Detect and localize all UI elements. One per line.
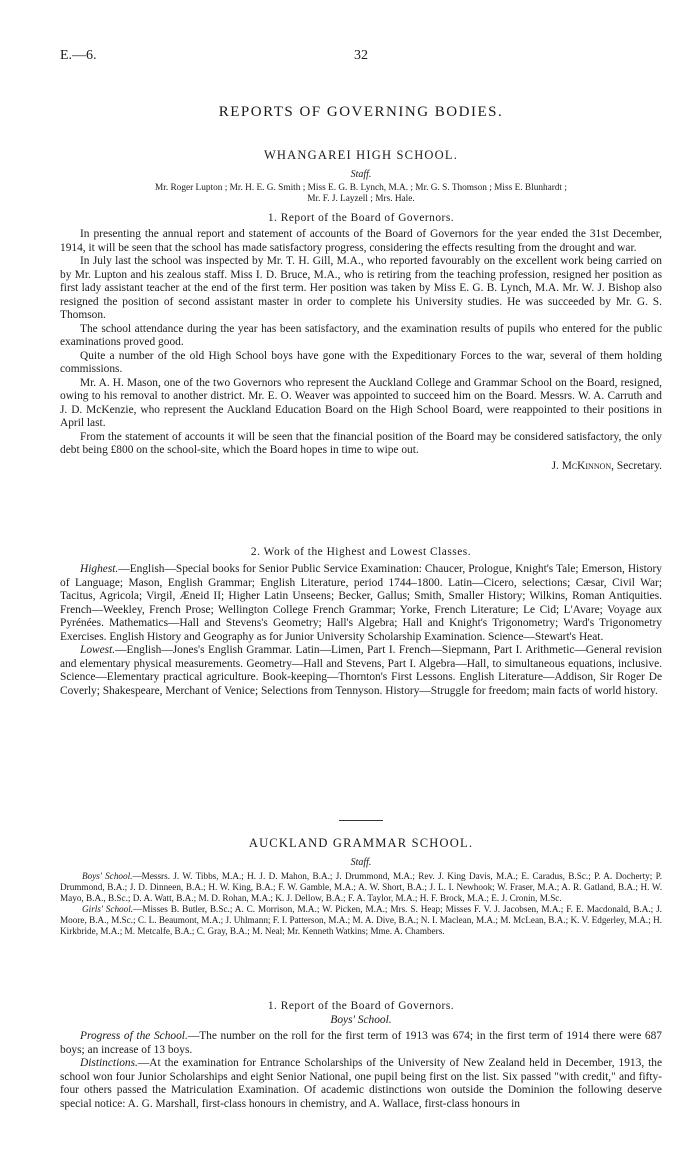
auckland-school-title: AUCKLAND GRAMMAR SCHOOL. — [248, 836, 474, 850]
whangarei-staff-line-2: Mr. F. J. Layzell ; Mrs. Hale. — [307, 194, 415, 204]
whangarei-school-title: WHANGAREI HIGH SCHOOL. — [263, 148, 459, 162]
page-number: 32 — [354, 48, 368, 63]
lowest-class-paragraph — [60, 644, 662, 698]
auckland-boys-subheading: Boys' School. — [330, 1014, 392, 1026]
progress-text: —The number on the roll for the first term of 1913 was 674; in the first term of 1914 there were 687 boys; an increase of 13 boys. — [60, 1030, 662, 1056]
girls-staff-text: —Misses B. Butler, B.Sc.; A. C. Morrison, M.A.; W. Picken, M.A.; Mrs. S. Heap; Misses F. V. J. Jacobsen, M.A.; F. E. Macdonald, B.A.; J. Moore, B.A., M.Sc.; C. L. Beaumont, M.A.; J. Uhlmann; F. I. Patterson, M.A.; M. A. Dive, B.A.; N. I. Maclean, M.A.; M. McLean, B.A.; K. V. Edgerley, M.A.; H. Kirkbride, M.A.; M. Metcalfe, B.A.; C. Gray, B.A.; M. Neal; Mr. Kenneth Watkins; Mme. A. Chambers. — [60, 904, 662, 936]
highest-text: —English—Special books for Senior Public Service Examination: Chaucer, Prologue, Knight's Tale; Emerson, History of Language; Mason, English Grammar; English Literature, period 1744–1800. Latin—Cicero, selections; Cæsar, Civil War; Tacitus, Agricola; Virgil, Æneid II; Higher Latin Unseens; Becker, Gallus; Smith, Smaller History; Wilkins, Roman Antiquities. French—Weekley, French Prose; Wellington College French Grammar; Yorke, French Literature; Le Cid; L'Avare; Voyage aux Pyrénées. Mathematics—Hall and Stevens's Geometry; Hall's Algebra; Hall and Knight's Trigonometry; Ward's Trigonometry Exercises. English History and Geography as for Junior University Scholarship Examination. Science—Stewart's Heat. — [60, 563, 662, 643]
report-paragraph: In July last the school was inspected by Mr. T. H. Gill, M.A., who reported favourably on the excellent work being carried on by Mr. Lupton and his zealous staff. Miss I. D. Bruce, M.A., who is retiring from the teaching profession, resigned her position as first lady assistant teacher at the end of the first term. Her position was taken by Miss E. G. B. Lynch, M.A. Mr. W. J. Bishop also resigned the position of second assistant master in order to complete his University studies. He was succeeded by Mr. G. S. Thomson. — [60, 255, 662, 321]
progress-label: Progress of the School. — [80, 1030, 188, 1042]
boys-staff-label: Boys' School. — [82, 871, 133, 881]
whangarei-report-body — [60, 228, 662, 458]
signature-role: Secretary. — [614, 459, 662, 472]
whangarei-section-1-heading: 1. Report of the Board of Governors. — [267, 212, 455, 224]
signature — [60, 460, 662, 472]
report-paragraph: Quite a number of the old High School boys have gone with the Expeditionary Forces to the war, several of them holding commissions. — [60, 349, 662, 375]
auckland-report — [60, 1000, 662, 1111]
boys-staff-paragraph — [60, 871, 662, 904]
auckland-staff-heading: Staff. — [350, 857, 372, 868]
report-paragraph: The school attendance during the year has been satisfactory, and the examination results of pupils who entered for the public examinations proved good. — [60, 322, 662, 348]
lowest-text: —English—Jones's English Grammar. Latin—Limen, Part I. French—Siepmann, Part I. Arithmetic—General revision and elementary physical measurements. Geometry—Hall and Stevens, Part I. Algebra—Hall, to simultaneous equations, inclusive. Science—Elementary practical agriculture. Book-keeping—Thornton's First Lessons. English Literature—Addison, Sir Roger De Coverly; Shakespeare, Merchant of Venice; Selections from Tennyson. History—Struggle for freedom; main facts of world history. — [60, 644, 662, 697]
whangarei-classes — [60, 546, 662, 698]
main-title: REPORTS OF GOVERNING BODIES. — [218, 104, 504, 120]
girls-staff-label: Girls' School. — [82, 904, 134, 914]
report-paragraph: Mr. A. H. Mason, one of the two Governors who represent the Auckland College and Grammar School on the Board, resigned, owing to his removal to another district. Mr. E. O. Weaver was appointed to succeed him on the Board. Messrs. W. A. Carruth and J. D. McKenzie, who represent the Auckland Education Board on the High School Board, were reappointed to their positions in April last. — [60, 376, 662, 429]
highest-class-paragraph — [60, 563, 662, 644]
signature-name: J. McKinnon, — [551, 459, 615, 472]
distinctions-text: —At the examination for Entrance Scholarships of the University of New Zealand held in December, 1913, the school won four Junior Scholarships and eight Senior National, one pupil being first on the list. Six passed "with credit," and fifty-four others passed the Matriculation Examination. Of academic distinctions won outside the Dominion the following deserve special notice: A. G. Marshall, first-class honours in chemistry, and A. Wallace, first-class honours in — [60, 1057, 662, 1110]
progress-paragraph — [60, 1030, 662, 1057]
section-divider — [60, 820, 662, 821]
distinctions-paragraph — [60, 1057, 662, 1111]
whangarei-header-block — [60, 148, 662, 205]
lowest-label: Lowest. — [80, 644, 116, 656]
highest-label: Highest. — [80, 563, 119, 575]
girls-staff-paragraph — [60, 904, 662, 937]
page-header — [60, 48, 662, 66]
auckland-header-block — [60, 836, 662, 937]
boys-staff-text: —Messrs. J. W. Tibbs, M.A.; H. J. D. Mahon, B.A.; J. Drummond, M.A.; Rev. J. King Davis, M.A.; E. Caradus, B.Sc.; P. A. Docherty; P. Drummond, B.A.; J. D. Dinneen, B.A.; H. W. King, B.A.; F. W. Gamble, M.A.; A. W. Short, B.A.; J. L. I. Newhook; W. Fraser, M.A.; A. R. Gatland, B.A.; H. W. Mayo, B.A., B.Sc.; D. A. Watt, B.A.; M. D. Rohan, M.A.; K. J. Dellow, B.A.; F. A. Taylor, M.A.; H. F. Brock, M.A.; E. J. Cronin, M.Sc. — [60, 871, 662, 903]
report-paragraph: From the statement of accounts it will be seen that the financial position of the Board may be considered satisfactory, the only debt being £800 on the school-site, which the Board hopes in time to wipe out. — [60, 430, 662, 456]
whangarei-report — [60, 212, 662, 472]
report-paragraph: In presenting the annual report and statement of accounts of the Board of Governors for the year ended the 31st December, 1914, it will be seen that the school has made satisfactory progress, considering the effects resulting from the drought and war. — [60, 228, 662, 254]
auckland-section-1-heading: 1. Report of the Board of Governors. — [267, 1000, 455, 1012]
whangarei-staff-line-1: Mr. Roger Lupton ; Mr. H. E. G. Smith ; Miss E. G. B. Lynch, M.A. ; Mr. G. S. Thomson ; Miss E. Blunhardt ; — [154, 183, 567, 193]
document-code: E.—6. — [60, 48, 97, 63]
whangarei-section-2-heading: 2. Work of the Highest and Lowest Classes. — [250, 546, 472, 558]
whangarei-staff-heading: Staff. — [350, 169, 372, 180]
distinctions-label: Distinctions. — [80, 1057, 138, 1069]
